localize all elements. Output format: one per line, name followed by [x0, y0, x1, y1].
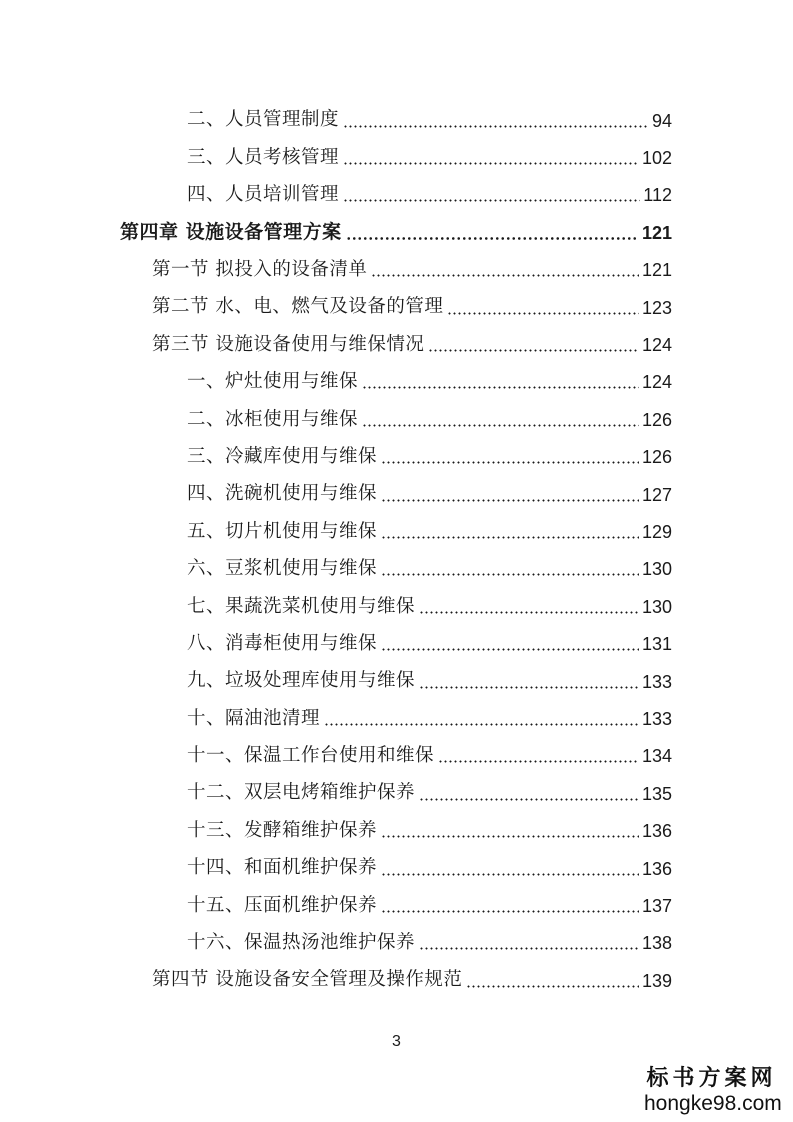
toc-entry-page-number: 130	[641, 596, 672, 617]
toc-entry-title: 十五、压面机维护保养	[187, 894, 378, 916]
toc-entry-title: 二、人员管理制度	[187, 109, 340, 131]
toc-entry-title: 九、垃圾处理库使用与维保	[187, 670, 416, 692]
toc-entry-page-number: 134	[641, 746, 672, 767]
dot-leader	[381, 562, 639, 576]
toc-entry-page-number: 121	[641, 260, 672, 281]
toc-entry-page-number: 121	[641, 222, 672, 243]
dot-leader	[343, 151, 639, 165]
toc-subsection-entry[interactable]	[0, 401, 793, 438]
toc-entry-page-number: 136	[641, 858, 672, 879]
dot-leader	[346, 226, 639, 240]
toc-entry-title: 十四、和面机维护保养	[187, 857, 378, 879]
toc-entry-page-number: 126	[641, 447, 672, 468]
dot-leader	[428, 338, 639, 352]
toc-entry-title: 第四节 设施设备安全管理及操作规范	[152, 969, 463, 991]
toc-subsection-entry[interactable]	[0, 738, 793, 775]
watermark-url: hongke98.com	[644, 1092, 782, 1115]
toc-entry-page-number: 124	[641, 335, 672, 356]
table-of-contents	[0, 102, 793, 999]
toc-entry-page-number: 139	[641, 970, 672, 991]
toc-section-entry[interactable]	[0, 326, 793, 363]
dot-leader	[371, 263, 639, 277]
toc-subsection-entry[interactable]	[0, 588, 793, 625]
dot-leader	[381, 488, 639, 502]
toc-subsection-entry[interactable]	[0, 439, 793, 476]
toc-entry-title: 四、人员培训管理	[187, 184, 340, 206]
dot-leader	[381, 637, 639, 651]
toc-entry-page-number: 138	[641, 933, 672, 954]
toc-entry-page-number: 133	[641, 671, 672, 692]
toc-entry-title: 十、隔油池清理	[187, 707, 321, 729]
toc-entry-page-number: 131	[641, 634, 672, 655]
toc-entry-title: 第四章 设施设备管理方案	[120, 221, 342, 244]
toc-subsection-entry[interactable]	[0, 177, 793, 214]
toc-entry-page-number: 136	[641, 821, 672, 842]
toc-entry-title: 三、人员考核管理	[187, 146, 340, 168]
toc-entry-title: 第二节 水、电、燃气及设备的管理	[152, 296, 444, 318]
toc-entry-title: 三、冷藏库使用与维保	[187, 445, 378, 467]
toc-entry-title: 十三、发酵箱维护保养	[187, 819, 378, 841]
dot-leader	[438, 749, 639, 763]
toc-subsection-entry[interactable]	[0, 625, 793, 662]
page-number: 3	[392, 1033, 401, 1050]
dot-leader	[419, 675, 639, 689]
dot-leader	[381, 525, 639, 539]
toc-entry-page-number: 124	[641, 372, 672, 393]
toc-section-entry[interactable]	[0, 962, 793, 999]
toc-subsection-entry[interactable]	[0, 102, 793, 139]
toc-entry-page-number: 126	[641, 409, 672, 430]
toc-entry-title: 七、果蔬洗菜机使用与维保	[187, 595, 416, 617]
toc-entry-title: 第三节 设施设备使用与维保情况	[152, 333, 425, 355]
toc-entry-page-number: 133	[641, 708, 672, 729]
toc-entry-title: 一、炉灶使用与维保	[187, 371, 359, 393]
toc-entry-title: 十一、保温工作台使用和维保	[187, 745, 435, 767]
toc-entry-title: 二、冰柜使用与维保	[187, 408, 359, 430]
toc-entry-title: 十二、双层电烤箱维护保养	[187, 782, 416, 804]
toc-subsection-entry[interactable]	[0, 850, 793, 887]
toc-entry-page-number: 102	[641, 148, 672, 169]
toc-entry-page-number: 130	[641, 559, 672, 580]
watermark-logo	[644, 1065, 782, 1115]
toc-section-entry[interactable]	[0, 252, 793, 289]
toc-subsection-entry[interactable]	[0, 139, 793, 176]
toc-subsection-entry[interactable]	[0, 663, 793, 700]
dot-leader	[466, 974, 639, 988]
toc-entry-page-number: 127	[641, 484, 672, 505]
toc-entry-page-number: 135	[641, 783, 672, 804]
toc-entry-title: 四、洗碗机使用与维保	[187, 483, 378, 505]
dot-leader	[324, 712, 639, 726]
toc-subsection-entry[interactable]	[0, 364, 793, 401]
toc-subsection-entry[interactable]	[0, 887, 793, 924]
toc-section-entry[interactable]	[0, 289, 793, 326]
toc-chapter-entry[interactable]	[0, 214, 793, 251]
toc-subsection-entry[interactable]	[0, 812, 793, 849]
dot-leader	[381, 450, 639, 464]
dot-leader	[343, 114, 649, 128]
toc-subsection-entry[interactable]	[0, 700, 793, 737]
toc-entry-page-number: 137	[641, 895, 672, 916]
toc-entry-page-number: 112	[643, 185, 672, 206]
toc-entry-page-number: 129	[641, 521, 672, 542]
dot-leader	[381, 862, 639, 876]
toc-entry-page-number: 123	[641, 297, 672, 318]
dot-leader	[362, 413, 639, 427]
toc-subsection-entry[interactable]	[0, 551, 793, 588]
toc-entry-title: 十六、保温热汤池维护保养	[187, 932, 416, 954]
toc-entry-title: 六、豆浆机使用与维保	[187, 558, 378, 580]
dot-leader	[343, 188, 640, 202]
dot-leader	[362, 375, 639, 389]
dot-leader	[381, 824, 639, 838]
dot-leader	[419, 600, 639, 614]
toc-subsection-entry[interactable]	[0, 513, 793, 550]
toc-subsection-entry[interactable]	[0, 476, 793, 513]
dot-leader	[381, 899, 639, 913]
toc-entry-title: 五、切片机使用与维保	[187, 520, 378, 542]
toc-subsection-entry[interactable]	[0, 925, 793, 962]
toc-subsection-entry[interactable]	[0, 775, 793, 812]
toc-entry-title: 八、消毒柜使用与维保	[187, 632, 378, 654]
watermark-text: 标书方案网	[646, 1065, 777, 1091]
dot-leader	[419, 787, 639, 801]
toc-entry-page-number: 94	[651, 110, 672, 131]
dot-leader	[447, 301, 639, 315]
toc-entry-title: 第一节 拟投入的设备清单	[152, 259, 368, 280]
dot-leader	[419, 936, 639, 950]
